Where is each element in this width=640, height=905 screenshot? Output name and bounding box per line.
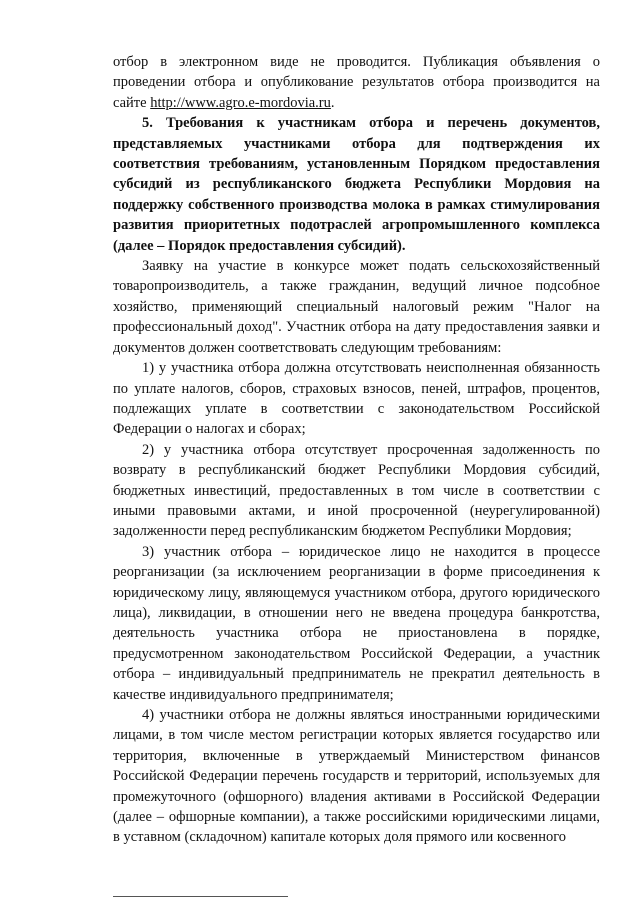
intro-text-end: . — [330, 94, 335, 111]
requirement-item-2: 2) у участника отбора отсутствует просроченная задолженность по возврату в республиканский бюджет Республики Мордовия субсидий, бюджетных инвестиций, предоставленных в том числе в соответствии с иными правовыми актами, и иной просроченной (неурегулированной) задолженности перед республиканским бюджетом Республики Мордовия; — [113, 441, 600, 540]
section-heading: 5. Требования к участникам отбора и перечень документов, представляемых участниками отбора для подтверждения их соответствия требованиям, установленным Порядком предоставления субсидий из республиканского бюджета Республики Мордовия на поддержку собственного производства молока в рамках стимулирования развития приоритетных подотраслей агропромышленного комплекса (далее – Порядок предоставления субсидий). — [113, 115, 600, 254]
intro-paragraph — [113, 52, 600, 113]
requirement-item-3: 3) участник отбора – юридическое лицо не находится в процессе реорганизации (за исключением реорганизации в форме присоединения к юридическому лицу, являющемуся участником отбора, другого юридического лица), ликвидации, в отношении него не введена процедура банкротства, деятельность участника отбора не приостановлена в порядке, предусмотренном законодательством Российской Федерации, а участник отбора – индивидуальный предприниматель не прекратил деятельность в качестве индивидуального предпринимателя; — [113, 543, 600, 703]
requirement-item-1: 1) у участника отбора должна отсутствовать неисполненная обязанность по уплате налогов, сборов, страховых взносов, пеней, штрафов, процентов, подлежащих уплате в соответствии с законодательством Российской Федерации о налогах и сборах; — [113, 360, 600, 438]
intro-text: отбор в электронном виде не проводится. Публикация объявления о проведении отбора и опубликование результатов отбора производится на сайте — [113, 54, 600, 111]
requirement-item-4: 4) участники отбора не должны являться иностранными юридическими лицами, в том числе местом регистрации которых является государство или территория, включенные в утверждаемый Министерством финансов Российской Федерации перечень государств и территорий, используемых для промежуточного (офшорного) владения активами в Российской Федерации (далее – офшорные компании), а также российскими юридическими лицами, в уставном (складочном) капитале которых доля прямого или косвенного — [113, 707, 600, 846]
document-body — [113, 52, 600, 848]
agro-site-link[interactable]: http://www.agro.e-mordovia.ru — [150, 94, 331, 111]
paragraph-eligibility: Заявку на участие в конкурсе может подать сельскохозяйственный товаропроизводитель, а также гражданин, ведущий личное подсобное хозяйство, применяющий специальный налоговый режим "Налог на профессиональный доход". Участник отбора на дату предоставления заявки и документов должен соответствовать следующим требованиям: — [113, 258, 600, 356]
footnote-divider — [113, 896, 288, 897]
